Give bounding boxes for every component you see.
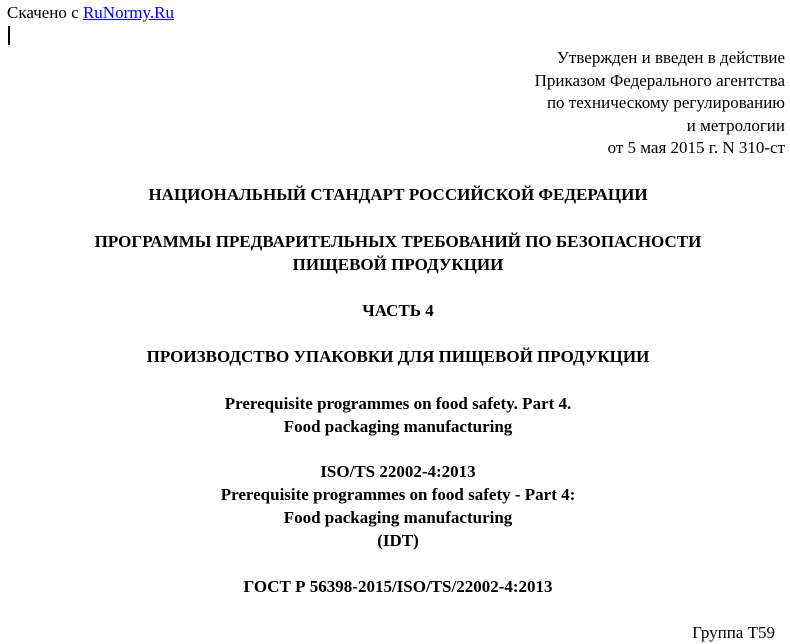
source-prefix: Скачено с <box>7 3 83 22</box>
iso-reference <box>0 460 790 552</box>
text-cursor <box>8 26 10 45</box>
english-title-line: Food packaging manufacturing <box>283 417 513 436</box>
runormy-link[interactable]: RuNormy.Ru <box>82 3 174 22</box>
iso-line: Food packaging manufacturing <box>283 508 513 527</box>
part-heading <box>0 299 790 322</box>
part-text: ЧАСТЬ 4 <box>362 301 434 320</box>
approval-block <box>535 47 785 160</box>
national-standard-heading <box>0 183 790 206</box>
standard-title-line: ПИЩЕВОЙ ПРОДУКЦИИ <box>292 255 504 274</box>
approval-line: по техническому регулированию <box>546 93 785 113</box>
approval-line: Приказом Федерального агентства <box>534 70 785 90</box>
approval-line: Утвержден и введен в действие <box>556 48 785 67</box>
iso-line: Prerequisite programmes on food safety - Part 4: <box>220 485 576 504</box>
english-title <box>0 392 790 438</box>
approval-line: и метрологии <box>686 115 785 135</box>
source-line <box>7 2 174 24</box>
subtitle-text: ПРОИЗВОДСТВО УПАКОВКИ ДЛЯ ПИЩЕВОЙ ПРОДУКЦИИ <box>146 347 650 366</box>
approval-line: от 5 мая 2015 г. N 310-ст <box>607 138 785 158</box>
iso-line: ISO/TS 22002-4:2013 <box>320 462 476 481</box>
gost-designation <box>0 575 790 598</box>
subtitle-heading <box>0 345 790 368</box>
group-label: Группа Т59 <box>692 623 775 642</box>
national-standard-text: НАЦИОНАЛЬНЫЙ СТАНДАРТ РОССИЙСКОЙ ФЕДЕРАЦИИ <box>148 185 648 204</box>
standard-title-line: ПРОГРАММЫ ПРЕДВАРИТЕЛЬНЫХ ТРЕБОВАНИЙ ПО БЕЗОПАСНОСТИ <box>94 232 702 251</box>
english-title-line: Prerequisite programmes on food safety. Part 4. <box>224 394 572 413</box>
standard-title <box>0 230 790 276</box>
iso-line: (IDT) <box>377 531 419 550</box>
gost-text: ГОСТ Р 56398-2015/ISO/TS/22002-4:2013 <box>243 577 553 596</box>
